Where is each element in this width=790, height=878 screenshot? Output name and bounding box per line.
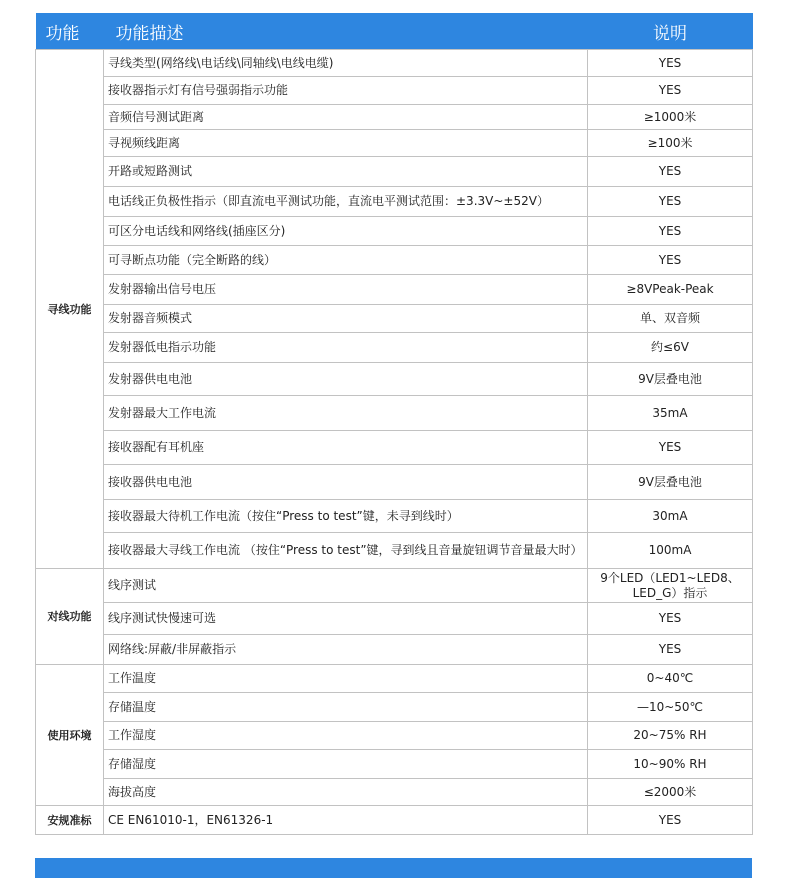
table-row	[36, 333, 753, 363]
description-cell: 线序测试	[104, 569, 588, 603]
table-row	[36, 533, 753, 569]
value-cell: YES	[588, 635, 753, 665]
table-row	[36, 246, 753, 275]
value-cell: ≤2000米	[588, 779, 753, 806]
description-cell: 发射器供电电池	[104, 363, 588, 396]
description-cell: 可寻断点功能（完全断路的线）	[104, 246, 588, 275]
description-cell: 发射器音频模式	[104, 305, 588, 333]
header-note: 说明	[588, 13, 753, 50]
value-cell: ≥8VPeak-Peak	[588, 275, 753, 305]
description-cell: 存储温度	[104, 693, 588, 722]
category-cell: 使用环境	[36, 665, 104, 806]
category-cell: 对线功能	[36, 569, 104, 665]
table-row	[36, 305, 753, 333]
table-row	[36, 187, 753, 217]
table-row	[36, 77, 753, 105]
table-row	[36, 603, 753, 635]
spec-table	[35, 13, 753, 835]
table-row	[36, 722, 753, 750]
value-cell: YES	[588, 217, 753, 246]
table-row	[36, 50, 753, 77]
value-cell: 0~40℃	[588, 665, 753, 693]
description-cell: 发射器低电指示功能	[104, 333, 588, 363]
table-row	[36, 806, 753, 835]
header-function: 功能	[36, 13, 104, 50]
table-row	[36, 105, 753, 130]
value-cell: 约≤6V	[588, 333, 753, 363]
footer-bar	[35, 858, 752, 878]
value-cell: YES	[588, 157, 753, 187]
value-cell: 9个LED（LED1~LED8、LED_G）指示	[588, 569, 753, 603]
table-row	[36, 569, 753, 603]
value-cell: YES	[588, 77, 753, 105]
table-row	[36, 779, 753, 806]
table-row	[36, 217, 753, 246]
description-cell: 发射器输出信号电压	[104, 275, 588, 305]
value-cell: 单、双音频	[588, 305, 753, 333]
category-cell: 寻线功能	[36, 50, 104, 569]
description-cell: 存储湿度	[104, 750, 588, 779]
value-cell: 35mA	[588, 396, 753, 431]
table-row	[36, 750, 753, 779]
table-row	[36, 275, 753, 305]
spec-table-container	[35, 13, 752, 835]
description-cell: 音频信号测试距离	[104, 105, 588, 130]
table-row	[36, 500, 753, 533]
table-row	[36, 465, 753, 500]
description-cell: 海拔高度	[104, 779, 588, 806]
description-cell: 接收器最大寻线工作电流 （按住“Press to test”键，寻到线且音量旋钮调节音量最大时）	[104, 533, 588, 569]
description-cell: 接收器配有耳机座	[104, 431, 588, 465]
description-cell: 接收器供电电池	[104, 465, 588, 500]
value-cell: 100mA	[588, 533, 753, 569]
category-cell: 安规准标	[36, 806, 104, 835]
value-cell: 10~90% RH	[588, 750, 753, 779]
description-cell: 可区分电话线和网络线(插座区分)	[104, 217, 588, 246]
header-description: 功能描述	[104, 13, 588, 50]
value-cell: YES	[588, 603, 753, 635]
value-cell: YES	[588, 431, 753, 465]
value-cell: —10~50℃	[588, 693, 753, 722]
table-row	[36, 396, 753, 431]
value-cell: 9V层叠电池	[588, 465, 753, 500]
table-row	[36, 665, 753, 693]
description-cell: 工作温度	[104, 665, 588, 693]
description-cell: 接收器最大待机工作电流（按住“Press to test”键，未寻到线时）	[104, 500, 588, 533]
table-row	[36, 157, 753, 187]
description-cell: 网络线:屏蔽/非屏蔽指示	[104, 635, 588, 665]
value-cell: 30mA	[588, 500, 753, 533]
description-cell: 线序测试快慢速可选	[104, 603, 588, 635]
description-cell: 发射器最大工作电流	[104, 396, 588, 431]
value-cell: YES	[588, 806, 753, 835]
description-cell: 工作湿度	[104, 722, 588, 750]
value-cell: 20~75% RH	[588, 722, 753, 750]
value-cell: YES	[588, 50, 753, 77]
table-row	[36, 130, 753, 157]
table-header-row	[36, 13, 753, 50]
value-cell: 9V层叠电池	[588, 363, 753, 396]
description-cell: 寻线类型(网络线\电话线\同轴线\电线电缆)	[104, 50, 588, 77]
description-cell: 电话线正负极性指示（即直流电平测试功能，直流电平测试范围：±3.3V~±52V）	[104, 187, 588, 217]
description-cell: 寻视频线距离	[104, 130, 588, 157]
table-row	[36, 635, 753, 665]
value-cell: YES	[588, 187, 753, 217]
table-row	[36, 693, 753, 722]
table-row	[36, 363, 753, 396]
value-cell: YES	[588, 246, 753, 275]
table-row	[36, 431, 753, 465]
description-cell: 开路或短路测试	[104, 157, 588, 187]
table-body	[36, 50, 753, 835]
description-cell: CE EN61010-1，EN61326-1	[104, 806, 588, 835]
description-cell: 接收器指示灯有信号强弱指示功能	[104, 77, 588, 105]
value-cell: ≥100米	[588, 130, 753, 157]
value-cell: ≥1000米	[588, 105, 753, 130]
